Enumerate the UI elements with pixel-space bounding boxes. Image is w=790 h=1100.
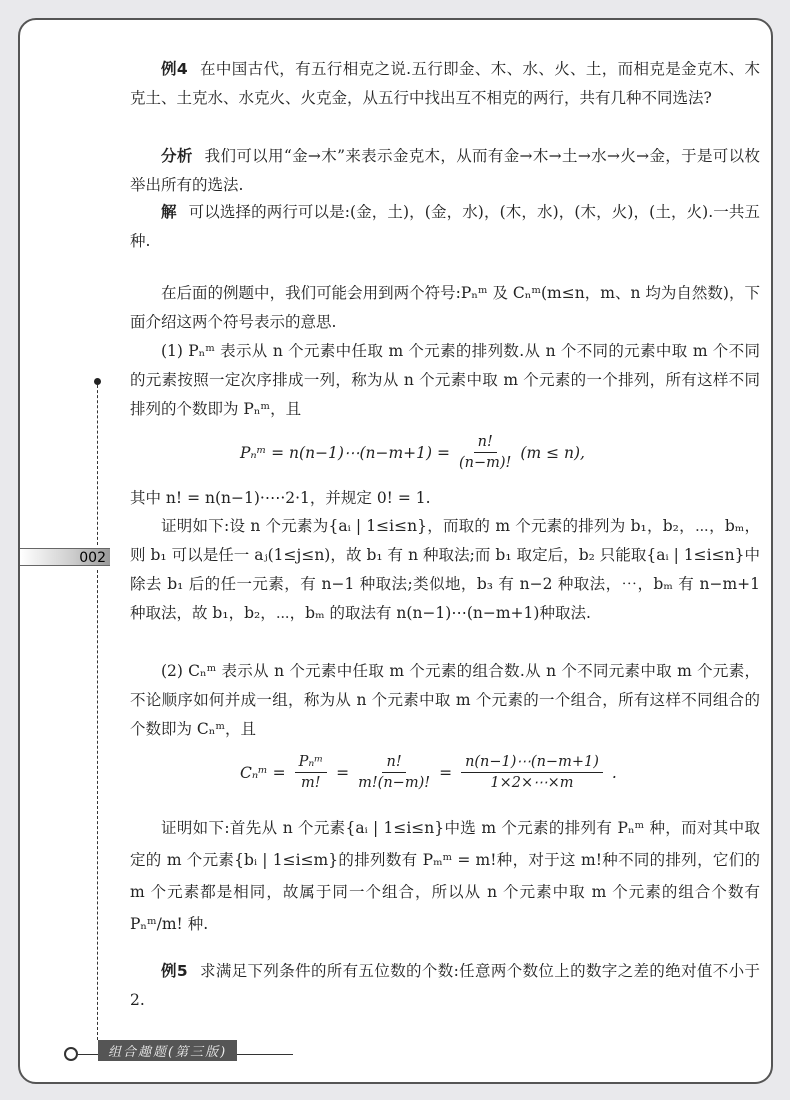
analysis-label: 分析 xyxy=(161,147,193,165)
factorial-note: 其中 n! = n(n−1)·⋯·2·1，并规定 0! = 1. xyxy=(130,489,431,507)
eq-lhs: Cₙᵐ = xyxy=(240,763,286,782)
solution xyxy=(130,198,760,256)
equals: = xyxy=(336,763,350,782)
combination-equation xyxy=(240,752,617,793)
intro-paragraph: 在后面的例题中，我们可能会用到两个符号:Pₙᵐ 及 Cₙᵐ(m≤n，m、n 均为自然数)，下面介绍这两个符号表示的意思. xyxy=(130,284,760,331)
margin-dashed-line xyxy=(97,385,98,545)
denominator: 1×2×⋯×m xyxy=(490,775,574,791)
denominator: m!(n−m)! xyxy=(358,775,431,791)
example-label: 例5 xyxy=(161,962,188,980)
numerator: n(n−1)⋯(n−m+1) xyxy=(461,752,603,773)
fraction xyxy=(461,752,603,793)
numerator: n! xyxy=(474,432,497,453)
margin-dot xyxy=(94,378,101,385)
analysis-text: 我们可以用“金→木”来表示金克木，从而有金→木→土→水→火→金，于是可以枚举出所有的选法. xyxy=(130,147,760,194)
proof-combination: 证明如下:首先从 n 个元素{aᵢ | 1≤i≤n}中选 m 个元素的排列有 Pₙᵐ 种，而对其中取定的 m 个元素{bᵢ | 1≤i≤m}的排列数有 Pₘᵐ = m!种，对于这 m!种不同的排列，它们的 m 个元素都是相同，故属于同一个组合，所以从 n 个元素中取 m 个元素的组合个数有 Pₙᵐ/m! 种. xyxy=(130,819,760,933)
fraction xyxy=(459,432,511,473)
example-text: 在中国古代，有五行相克之说.五行即金、木、水、火、土，而相克是金克木、木克土、土克水、水克火、火克金，从五行中找出互不相克的两行，共有几种不同选法? xyxy=(130,60,760,107)
period: . xyxy=(611,763,617,782)
fraction xyxy=(295,752,328,793)
book-title: 组合趣题(第三版) xyxy=(98,1040,237,1061)
analysis xyxy=(130,142,760,200)
margin-dashed-line xyxy=(97,570,98,1040)
permutation-paragraph: (1) Pₙᵐ 表示从 n 个元素中任取 m 个元素的排列数.从 n 个不同的元素中取 m 个不同的元素按照一定次序排成一列，称为从 n 个元素中取 m 个元素的一个排列，所有这样不同排列的个数即为 Pₙᵐ，且 xyxy=(130,342,760,418)
denominator: m! xyxy=(301,775,321,791)
page-number: 002 xyxy=(20,548,110,566)
solution-label: 解 xyxy=(161,203,177,221)
eq-condition: (m ≤ n), xyxy=(520,443,585,462)
example-4 xyxy=(130,55,760,113)
proof-permutation: 证明如下:设 n 个元素为{aᵢ | 1≤i≤n}，而取的 m 个元素的排列为 b₁，b₂，⋯，bₘ，则 b₁ 可以是任一 aⱼ(1≤j≤n)，故 b₁ 有 n 种取法;而 b₁ 取定后，b₂ 只能取{aᵢ | 1≤i≤n}中除去 b₁ 后的任一元素，有 n−1 种取法;类似地，b₃ 有 n−2 种取法，⋯，bₘ 有 n−m+1 种取法，故 b₁，b₂，⋯，bₘ 的取法有 n(n−1)⋯(n−m+1)种取法. xyxy=(130,517,760,622)
fraction xyxy=(358,752,430,793)
numerator: Pₙᵐ xyxy=(295,752,328,773)
example-label: 例4 xyxy=(161,60,188,78)
numerator: n! xyxy=(382,752,405,773)
eq-lhs: Pₙᵐ = n(n−1)⋯(n−m+1) = xyxy=(240,443,450,462)
circle-ornament-icon xyxy=(64,1047,78,1061)
denominator: (n−m)! xyxy=(459,455,512,471)
example-text: 求满足下列条件的所有五位数的个数:任意两个数位上的数字之差的绝对值不小于2. xyxy=(130,962,760,1009)
example-5 xyxy=(130,957,760,1015)
combination-paragraph: (2) Cₙᵐ 表示从 n 个元素中任取 m 个元素的组合数.从 n 个不同元素中取 m 个元素，不论顺序如何并成一组，称为从 n 个元素中取 m 个元素的一个组合，所有这样不同组合的个数即为 Cₙᵐ，且 xyxy=(130,662,760,738)
solution-text: 可以选择的两行可以是:(金，土)，(金，水)，(木，水)，(木，火)，(土，火).一共五种. xyxy=(130,203,760,250)
equals: = xyxy=(439,763,453,782)
permutation-equation xyxy=(240,432,585,473)
